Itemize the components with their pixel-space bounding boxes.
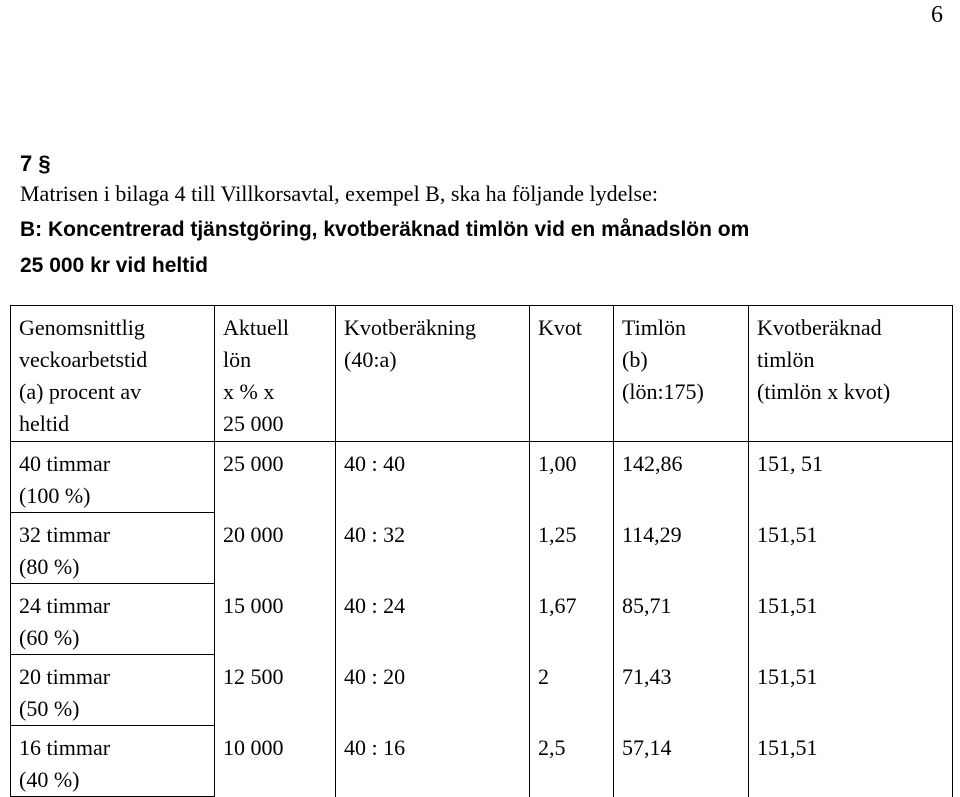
cell-result: 151,51 [749,513,953,584]
header-current-salary: Aktuell lön x % x 25 000 [215,306,336,442]
header-quota-calculation: Kvotberäkning (40:a) [336,306,530,442]
cell-hours: 24 timmar (60 %) [11,584,215,655]
cell-result: 151,51 [749,726,953,797]
cell-result: 151,51 [749,584,953,655]
table-row [11,513,953,584]
example-heading-line-2: 25 000 kr vid heltid [20,254,208,277]
header-hourly-wage: Timlön (b) (lön:175) [614,306,749,442]
cell-result: 151,51 [749,655,953,726]
cell-salary: 15 000 [215,584,336,655]
cell-quota: 1,00 [530,442,614,513]
cell-hours: 16 timmar (40 %) [11,726,215,797]
cell-salary: 20 000 [215,513,336,584]
cell-hourly: 57,14 [614,726,749,797]
cell-hourly: 71,43 [614,655,749,726]
cell-hours: 32 timmar (80 %) [11,513,215,584]
header-quota: Kvot [530,306,614,442]
cell-hours: 20 timmar (50 %) [11,655,215,726]
quota-matrix-table [10,305,953,797]
cell-hourly: 142,86 [614,442,749,513]
table-row [11,584,953,655]
cell-calc: 40 : 24 [336,584,530,655]
cell-quota: 2,5 [530,726,614,797]
cell-calc: 40 : 16 [336,726,530,797]
intro-text: Matrisen i bilaga 4 till Villkorsavtal, exempel B, ska ha följande lydelse: [20,181,658,206]
cell-calc: 40 : 32 [336,513,530,584]
cell-calc: 40 : 40 [336,442,530,513]
example-heading-line-1: B: Koncentrerad tjänstgöring, kvotberäknad timlön vid en månadslön om [20,218,750,241]
cell-salary: 12 500 [215,655,336,726]
cell-hours: 40 timmar (100 %) [11,442,215,513]
cell-quota: 1,67 [530,584,614,655]
page-number: 6 [931,2,943,28]
table-row [11,655,953,726]
cell-quota: 1,25 [530,513,614,584]
table-row [11,442,953,513]
cell-salary: 10 000 [215,726,336,797]
cell-salary: 25 000 [215,442,336,513]
cell-result: 151, 51 [749,442,953,513]
cell-hourly: 85,71 [614,584,749,655]
header-weekly-hours: Genomsnittlig veckoarbetstid (a) procent av heltid [11,306,215,442]
cell-quota: 2 [530,655,614,726]
cell-calc: 40 : 20 [336,655,530,726]
table-row [11,726,953,797]
header-quota-hourly-wage: Kvotberäknad timlön (timlön x kvot) [749,306,953,442]
table-header-row [11,306,953,442]
cell-hourly: 114,29 [614,513,749,584]
section-number: 7 § [20,151,51,176]
